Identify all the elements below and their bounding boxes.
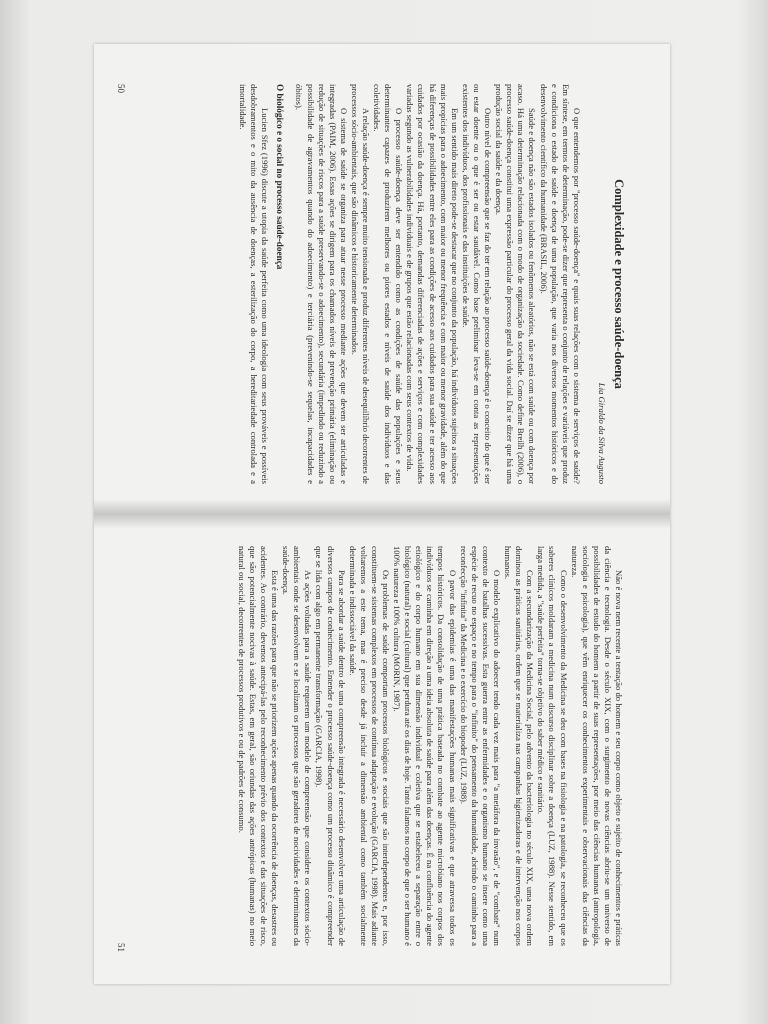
left-page-text	[237, 84, 624, 484]
paragraph: Com a secundarização da Medicina Social, pelo advento da bacteriologia no século XIX, uma nova ordem dominou as práticas sanitárias, ordem que se materializa nas campanhas higienizadoras e de intervenção nos corpos humanos.	[503, 546, 536, 946]
right-page	[94, 514, 670, 984]
paragraph: O que entendemos por "processo saúde-doença" e quais suas relações com o sistema de serviços de saúde? Em síntese, em termos de determinação, pode-se dizer que representa o conjunto de relações e variáveis que produz e condiciona o estado de saúde e doença de uma população, que varia nos diversos momentos históricos e do desenvolvimento científico da humanidade (BRASIL, 2006).	[538, 84, 582, 484]
page-number-right: 51	[116, 943, 126, 952]
paragraph: Para se abordar a saúde dentro de uma compreensão integrada é necessário desenvolver uma articulação de diversos campos de conhecimento. Entender o processo saúde-doença como um processo dinâmico é compreender que se lida com algo em permanente transformação (GARCIA, 1998).	[314, 546, 347, 946]
paragraph: Não é nova nem recente a tentação do homem e seu corpo como objeto e sujeito de conhecimentos e práticas da ciência e tecnologia. Desde o século XIX, com o surgimento de novas ciências abriu-se um universo de possibilidades de estudo do homem a partir de suas representações, por meio das ciências humanas (antropologia, sociologia e psicologia), que vêm enriquecer os conhecimentos experimentais e observacionais das ciências da natureza.	[569, 546, 624, 946]
left-page	[94, 44, 670, 514]
paragraph: O pavor das epidemias é uma das manifestações humanas mais significativas e que atravessa todos os tempos históricos. Da consolidação de uma prática baseada no combate ao agente microbiano nos corpos dos indivíduos se caminha em direção a uma ideia absoluta de saúde para além das doenças. É na confluência do agente etiológico e do corpo humano em sua dimensão individual e coletiva que se estabeleceu a separação entre o biológico (natural) e social (cultural) que perdura até os dias de hoje. Tanto falamos no corpo de que o ser humano é 100% natureza e 100% cultura (MORIN, 1987).	[392, 546, 458, 946]
paragraph: O processo saúde-doença deve ser entendido como as condições de saúde das populações e seus determinantes capazes de produzirem melhores ou piores estados e níveis de saúde dos indivíduos e das coletividades.	[372, 84, 405, 484]
chapter-title: Complexidade e processo saúde-doença	[612, 179, 626, 389]
paragraph: O sistema de saúde se organiza para atuar nesse processo mediante ações que devem ser articuladas e integradas (PAIM, 2006). Essas ações se dirigem para os chamados níveis de prevenção primária (eliminação ou redução de situações de riscos para a saúde preservando-se o adoecimento), secundária (impedindo ou reduzindo a possibilidade de agravamentos quando do adoecimento) e terciária (prevenindo-se sequelas, incapacidades e óbitos).	[294, 84, 349, 484]
paragraph: Os problemas de saúde comportam processos biológicos e sociais que são interdependentes e, por isso, constituem-se sistemas complexos em processos de contínua adaptação e evolução (GARCIA, 1998). Mais adiante voltaremos a este tema, mas é preciso desde já incluir a dimensão ambiental como também socialmente determinada e indissociável da saúde.	[347, 546, 392, 946]
paragraph: As ações voltadas para a saúde requerem um modelo de compreensão que considere os contextos sócio-ambientais onde se desenvolvem e se localizam os processos que são geradores de nocividades e determinantes da saúde-doença.	[281, 546, 314, 946]
paragraph: Lucien Sfez (1996) discute a utopia da saúde perfeita como uma ideologia com seus prováveis e possíveis desdobramentos e o mito da ausência de doenças, a esterilização do corpo, a hereditariedade controlada e a imortalidade.	[238, 84, 271, 484]
paragraph: A relação saúde-doença é sempre muito tensionada e produz diferentes níveis de desequilíbrio decorrentes de processos sócio-ambientais, que são dinâmicos e historicamente determinados.	[349, 84, 372, 484]
right-page-text	[236, 546, 624, 946]
paragraph: Como o desenvolvimento da Medicina se deu com bases na fisiologia e na patologia, se reconheceu que os saberes clínicos moldaram a medicina num discurso disciplinar sobre a doença (LUZ, 1988). Nesse sentido, em larga medida, a "saúde perfeita" torna-se objetivo do saber médico e sanitário.	[536, 546, 569, 946]
section-heading: O biológico e o social no processo saúde-doença	[275, 84, 286, 270]
paragraph: Esta é uma das razões para que não se priorizem ações apenas quando da ocorrência de doenças, desastres ou acidentes. Ao contrário, devemos antecipá-las pelo reconhecimento prévio dos contextos e das situações de risco, que são potencialmente nocivas à saúde. Estas, em geral, são oriundas das ações antrópicas (humanas) no meio natural ou social, decorrentes de processos produtivos e ou de padrões de consumo.	[236, 546, 281, 946]
chapter-author: Lia Giraldo da Silva Augusto	[596, 382, 607, 484]
book-spread	[94, 44, 670, 984]
paragraph: Outro nível de compreensão que se faz do ter em relação ao processo saúde-doença é o conceito do que é ser ou estar doente ou o que é ser ou estar saudável. Como base preliminar leva-se em conta as representações existentes dos indivíduos, dos profissionais e das instituições de saúde.	[460, 84, 494, 484]
paragraph: Em um sentido mais direto pode-se destacar que no conjunto da população, há indivíduos sujeitos a situações mais propícias para o adoecimento, com maior ou menor frequência e com maior ou menor gravidade, além do que há diferenças de possibilidades entre eles para as condições de acesso aos cuidados para sua saúde e ter acesso aos cuidados por ocasião da doença. Há, portanto, demandas diferenciadas de ações e serviços e com complexidades variadas segundo as vulnerabilidades individuais e de grupos que estão relacionadas com seus contextos de vida.	[405, 84, 460, 484]
paragraph: O modelo explicativo do adoecer tendo cada vez mais para "a metáfora da invasão", e de "combate" num contexto de batalhas sucessivas. Esta guerra entre as enfermidades e o organismo humano se insere como uma espécie de recuo no espaço e no tempo para o "infinito" do pensamento da humanidade, abrindo o caminho para a reconfecção "infinita" da Medicina e o exercício do biopoder (LUZ, 1988).	[458, 546, 502, 946]
page-number-left: 50	[116, 84, 126, 93]
paragraph: Saúde e doença não são estados isolados ou fenômenos aleatórios, não se está com saúde ou com doença por acaso. Há uma determinação relacionada com o modo de organização da sociedade. Como define Breilh (2006), o processo saúde-doença constitui uma expressão particular do processo geral da vida social. Daí se dizer que há uma produção social da saúde e da doença.	[494, 84, 538, 484]
